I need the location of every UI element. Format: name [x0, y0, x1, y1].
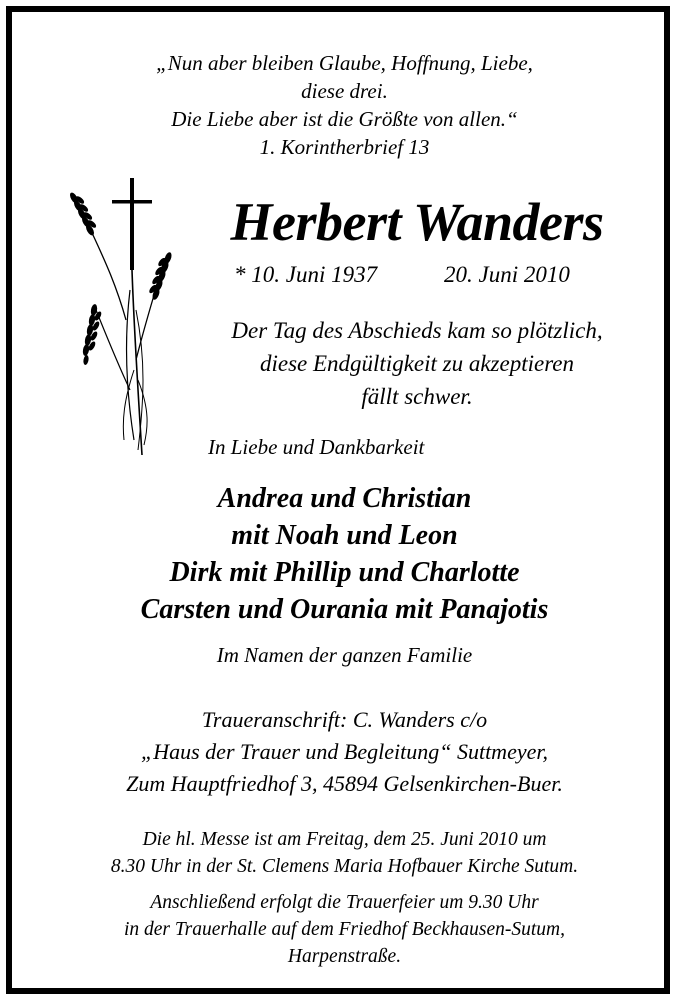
ceremony-line: in der Trauerhalle auf dem Friedhof Beckhausen-Sutum, — [123, 919, 566, 940]
birth-date: * 10. Juni 1937 — [234, 262, 378, 287]
mourning-address — [12, 704, 676, 800]
farewell-line: diese Endgültigkeit zu akzeptieren — [259, 351, 575, 376]
farewell-line: fällt schwer. — [361, 384, 473, 409]
family-names — [12, 480, 676, 628]
ceremony-line: Harpenstraße. — [287, 946, 402, 967]
mass-info — [12, 826, 676, 880]
family-line: mit Noah und Leon — [231, 520, 458, 551]
love-line: In Liebe und Dankbarkeit — [208, 435, 425, 459]
death-date: 20. Juni 2010 — [444, 262, 570, 287]
on-behalf-line: Im Namen der ganzen Familie — [216, 643, 473, 667]
address-line: Zum Hauptfriedhof 3, 45894 Gelsenkirchen-Buer. — [126, 771, 563, 796]
mass-line: 8.30 Uhr in der St. Clemens Maria Hofbauer Kirche Sutum. — [110, 856, 579, 877]
quote-source: 1. Korintherbrief 13 — [259, 135, 430, 159]
quote-line: Die Liebe aber ist die Größte von allen.“ — [171, 107, 518, 131]
deceased-name: Herbert Wanders — [230, 192, 604, 252]
bible-quote — [12, 49, 676, 161]
ceremony-line: Anschließend erfolgt die Trauerfeier um 9.30 Uhr — [150, 892, 539, 913]
family-line: Dirk mit Phillip und Charlotte — [169, 557, 520, 588]
address-line: „Haus der Trauer und Begleitung“ Suttmeyer, — [141, 739, 548, 764]
obituary-notice — [6, 6, 670, 994]
quote-line: diese drei. — [301, 79, 388, 103]
farewell-line: Der Tag des Abschieds kam so plötzlich, — [231, 318, 603, 343]
farewell-text — [182, 314, 652, 413]
cross-with-wheat-icon — [64, 170, 184, 460]
mass-line: Die hl. Messe ist am Freitag, dem 25. Juni 2010 um — [142, 829, 547, 850]
family-line: Andrea und Christian — [217, 483, 472, 514]
address-line: Traueranschrift: C. Wanders c/o — [201, 707, 488, 732]
quote-line: „Nun aber bleiben Glaube, Hoffnung, Liebe, — [156, 51, 533, 75]
ceremony-info — [12, 889, 676, 970]
family-line: Carsten und Ourania mit Panajotis — [140, 594, 549, 625]
